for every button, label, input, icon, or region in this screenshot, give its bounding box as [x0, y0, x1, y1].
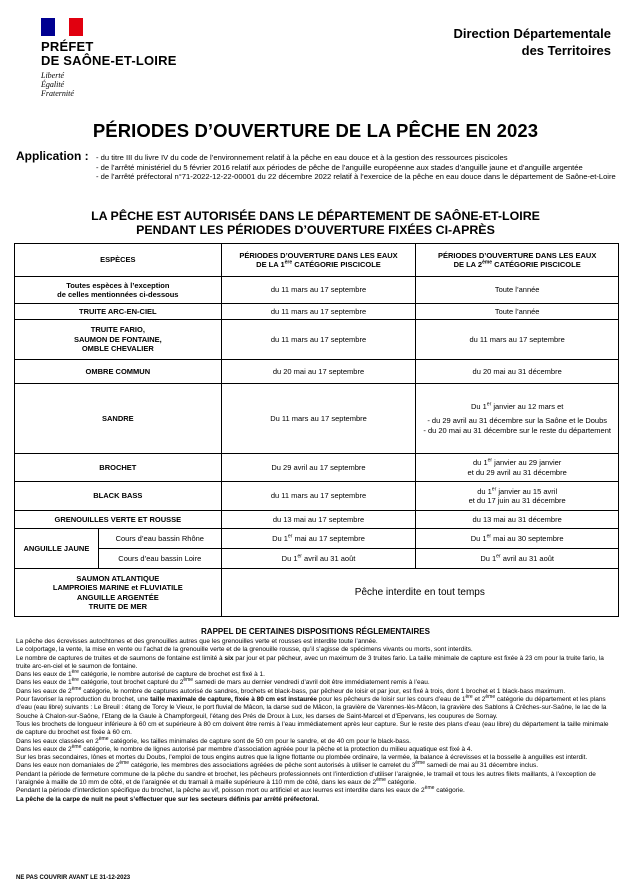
text-pre: du 1	[477, 486, 492, 496]
cat2-cell: Toute l’année	[416, 304, 619, 320]
rappel-paragraph	[16, 771, 616, 788]
header-cat1	[221, 244, 416, 277]
text-part: catégorie.	[385, 779, 417, 787]
cat2-line: et du 29 avril au 31 décembre	[467, 467, 567, 477]
species-line: de celles mentionnées ci-dessous	[57, 290, 179, 299]
application-list	[96, 153, 616, 182]
text-sup: ème	[71, 685, 82, 692]
rappel-body	[16, 638, 616, 804]
text-sup: ème	[376, 776, 386, 783]
devise-liberte: Liberté	[41, 71, 65, 80]
rappel-paragraph	[16, 685, 616, 696]
cat1-cell: du 11 mars au 17 septembre	[221, 482, 416, 511]
text-part: catégorie.	[434, 787, 465, 795]
forbidden-cell: Pêche interdite en tout temps	[221, 569, 618, 617]
cat2-cell	[416, 384, 619, 454]
authorized-heading	[0, 209, 631, 237]
species-line: SAUMON DE FONTAINE,	[73, 334, 162, 344]
header-cat1-pre: DE LA 1	[256, 260, 285, 269]
marianne-flag-logo	[41, 18, 83, 36]
text-sup: er	[297, 553, 302, 560]
text-part: samedi de mai au 31 décembre inclus.	[424, 762, 539, 770]
species-cell: OMBRE COMMUN	[15, 360, 222, 384]
cat2-line	[418, 487, 616, 497]
rappel-paragraph: Le colportage, la vente, la mise en vente ou l’achat de la grenouille verte et de la grenouille rousse, qu’il s’agisse de spécimens vivants ou morts, sont interdits.	[16, 646, 473, 654]
text-part: Dans les eaux de 1	[16, 671, 72, 679]
table-row	[15, 454, 619, 482]
cat1-cell: du 13 mai au 17 septembre	[221, 511, 416, 529]
cat1-cell: Du 29 avril au 17 septembre	[221, 454, 416, 482]
species-line: OMBLE CHEVALIER	[81, 344, 154, 354]
application-item: - de l’arrêté ministériel du 5 février 2016 relatif aux périodes de pêche de l’anguille européenne aux stades d’anguille jaune et d’anguille argentée	[96, 162, 583, 172]
header-cat2-line2	[418, 260, 616, 270]
text-post: avril au 31 août	[500, 553, 554, 563]
prefet-line1: PRÉFET	[41, 39, 94, 54]
species-line: ANGUILLE ARGENTÉE	[76, 592, 159, 602]
text-sup: ème	[485, 693, 496, 700]
header-cat1-line2	[224, 260, 414, 270]
table-row	[15, 304, 619, 320]
species-cell	[15, 320, 222, 360]
prefet-logo-text	[41, 40, 177, 68]
sub-basin-cell: Cours d’eau bassin Loire	[98, 549, 221, 569]
table-row	[15, 549, 619, 569]
text-part: Pendant la période d’interdiction spécifique du brochet, la pêche au vif, poisson mort ou artificiel et aux leurres est interdite dans les eaux de 2	[16, 787, 425, 795]
cat2-line	[418, 402, 616, 412]
header-species: ESPÈCES	[15, 244, 222, 277]
table-row	[15, 320, 619, 360]
authorized-line1: LA PÊCHE EST AUTORISÉE DANS LE DÉPARTEMENT DE SAÔNE-ET-LOIRE	[91, 209, 540, 223]
cat1-cell	[221, 549, 416, 569]
species-cell: BROCHET	[15, 454, 222, 482]
table-row	[15, 569, 619, 617]
table-row	[15, 482, 619, 511]
header-cat2-line1: PÉRIODES D’OUVERTURE DANS LES EAUX	[437, 250, 597, 260]
header-cat2	[416, 244, 619, 277]
application-item: - de l’arrêté préfectoral n°71-2022-12-22-00001 du 22 décembre 2022 relatif à l’exercice de la pêche en eau douce dans le département de Saône-et-Loire	[96, 172, 616, 182]
cat2-cell: du 20 mai au 31 décembre	[416, 360, 619, 384]
text-post: mai au 30 septembre	[491, 533, 564, 543]
table-row	[15, 384, 619, 454]
cat2-line	[418, 458, 616, 468]
table-header-row	[15, 244, 619, 277]
cat1-cell: Du 11 mars au 17 septembre	[221, 384, 416, 454]
text-part: catégorie, les tailles minimales de capture sont de 50 cm pour le sandre, et de 40 cm pour le black-bass.	[108, 737, 411, 745]
devise-fraternite: Fraternité	[41, 89, 74, 98]
text-pre: Du 1	[470, 533, 487, 543]
text-sup: er	[287, 533, 293, 540]
devise	[41, 71, 74, 98]
text-post: janvier au 15 avril	[496, 486, 558, 496]
text-sup: ème	[71, 743, 82, 750]
header-cat2-post: CATÉGORIE PISCICOLE	[492, 260, 581, 269]
cat2-cell: Toute l’année	[416, 277, 619, 304]
cat2-cell: du 13 mai au 31 décembre	[416, 511, 619, 529]
text-pre: Du 1	[272, 533, 288, 543]
header-cat1-sup: ère	[284, 259, 293, 266]
species-line: TRUITE FARIO,	[90, 325, 145, 335]
text-sup: ère	[465, 693, 473, 700]
rappel-title: RAPPEL DE CERTAINES DISPOSITIONS RÉGLEMENTAIRES	[201, 627, 430, 636]
direction-line1: Direction Départementale	[453, 26, 611, 41]
cat2-cell: du 11 mars au 17 septembre	[416, 320, 619, 360]
text-part: samedi de mars au dernier vendredi d’avril doit être immédiatement remis à l’eau.	[193, 679, 430, 687]
text-pre: du 1	[473, 458, 488, 467]
prefet-line2: DE SAÔNE-ET-LOIRE	[41, 53, 177, 68]
table-row	[15, 360, 619, 384]
text-part: par jour et par pêcheur, avec un maximum de 3 truites fario. La taille minimale de capture est fixée à 23 cm pour la truite fario, la truite arc-en-ciel et le saumon de fontaine.	[16, 654, 604, 670]
species-cell: SANDRE	[15, 384, 222, 454]
direction-name	[454, 25, 612, 59]
text-part: pour les pêcheurs de loisir sur les cours d’eau de 1	[316, 696, 466, 704]
text-sup: er	[486, 533, 492, 540]
cat1-cell: du 11 mars au 17 septembre	[221, 320, 416, 360]
species-line: LAMPROIES MARINE et FLUVIATILE	[52, 583, 183, 592]
text-part: Dans les eaux de 1	[16, 679, 72, 687]
table-row	[15, 511, 619, 529]
text-sup: ème	[119, 760, 130, 767]
text-bold: taille maximale de capture, fixée à 80 cm est instaurée	[150, 696, 317, 704]
rappel-paragraph	[16, 787, 616, 795]
text-part: Pendant la période de fermeture commune de la pêche du sandre et brochet, les pêcheurs professionnels ont l’interdiction d’utiliser l’araignée, le tramail et tous les autres filets maillants, à l’exception de l’araignée à maille de 10 mm de côté, et de l’araignée et du tramail à maille supérieure à 110 mm de côté, dans les eaux de 2	[16, 770, 596, 787]
application-label: Application :	[16, 149, 89, 163]
text-sup: ème	[415, 760, 425, 767]
page-title: PÉRIODES D’OUVERTURE DE LA PÊCHE EN 2023	[92, 120, 539, 141]
text-post: janvier au 12 mars et	[491, 401, 564, 411]
species-cell: ANGUILLE JAUNE	[15, 529, 99, 569]
text-sup: er	[486, 401, 492, 408]
text-part: catégorie, le nombre de captures autorisé de sandres, brochets et black-bass, par pêcheur de loisir et par jour, est fixé à trois, dont 1 brochet et 1 black-bass maximum.	[81, 687, 566, 695]
rappel-paragraph	[16, 762, 616, 770]
text-pre: Du 1	[470, 401, 487, 411]
cat1-cell: du 11 mars au 17 septembre	[221, 304, 416, 320]
rappel-paragraph	[16, 655, 616, 672]
text-sup: er	[491, 486, 497, 492]
text-sup: ère	[71, 669, 79, 676]
text-bold: six	[224, 654, 234, 662]
text-sup: er	[487, 457, 493, 464]
species-cell: TRUITE ARC-EN-CIEL	[15, 304, 222, 320]
species-line: SAUMON ATLANTIQUE	[76, 573, 160, 583]
species-line: Toutes espèces à l’exception	[66, 280, 170, 290]
header-cat2-sup: ème	[482, 259, 493, 266]
header-cat1-line1: PÉRIODES D’OUVERTURE DANS LES EAUX	[239, 250, 398, 260]
cat2-line: - du 29 avril au 31 décembre sur la Saône et le Doubs	[427, 416, 608, 426]
table-row	[15, 529, 619, 549]
text-sup: ère	[71, 677, 79, 684]
text-pre: Du 1	[281, 553, 298, 563]
rappel-paragraph: La pêche de la carpe de nuit ne peut s’effectuer que sur les secteurs définis par arrêté préfectoral.	[16, 795, 320, 803]
rappel-paragraph	[16, 743, 616, 754]
direction-line2: des Territoires	[521, 43, 611, 58]
text-sup: ème	[424, 785, 435, 792]
text-part: Dans les eaux classées en 2	[16, 737, 99, 745]
authorized-line2: PENDANT LES PÉRIODES D’OUVERTURE FIXÉES CI-APRÈS	[136, 223, 495, 237]
species-cell: GRENOUILLES VERTE ET ROUSSE	[15, 511, 222, 529]
opening-periods-table	[14, 243, 619, 617]
devise-egalite: Égalité	[41, 80, 65, 89]
text-part: catégorie, le nombre de lignes autorisé par membre d’association agréée pour la pêche et la protection du milieu aquatique est fixé à 4.	[81, 745, 473, 753]
rappel-paragraph	[16, 693, 616, 721]
footer-notice: NE PAS COUVRIR AVANT LE 31-12-2023	[16, 875, 131, 881]
rappel-paragraph: Tous les brochets de longueur inférieure à 60 cm et supérieure à 80 cm doivent être remis à l’eau immédiatement après leur capture. Sur le reste des plans d’eau (eau libre) du département la taille minimale de capture du brochet est fixée à 60 cm.	[16, 720, 609, 737]
species-line: TRUITE DE MER	[88, 602, 147, 611]
species-cell: BLACK BASS	[15, 482, 222, 511]
text-pre: Du 1	[480, 553, 497, 563]
text-part: catégorie du département et les plans d’eau (eau libre) suivants : Le Breuil : étang de Torcy le Vieux, le port fluvial de Mâcon, la darse sud de Mâcon, la gravière de Varennes-lès-Mâcon, la gravière des Sablons à Crêches-sur-Saône, le lac de la Souche à Chalon-sur-Saône, l’Etang de la Gaule à Champforgeuil, l’étang des Prés de Droux à Lux, les darses de Saint-Marcel et d’Epervans, les coupures de Sornay.	[16, 696, 607, 720]
text-part: Dans les eaux de 2	[16, 687, 72, 695]
rappel-paragraph: Sur les bras secondaires, lônes et mortes du Doubs, l’emploi de tous engins autres que la ligne flottante ou plombée ordinaire, la vermée, la balance à écrevisses et la bosselle à anguilles est interdit.	[16, 754, 588, 762]
text-sup: ème	[183, 677, 194, 684]
rappel-paragraph: La pêche des écrevisses autochtones et des grenouilles autres que les grenouilles verte et rousses est interdite toute l’année.	[16, 638, 378, 645]
text-part: catégorie, tout brochet capturé du 2	[78, 679, 184, 687]
species-cell	[15, 569, 222, 617]
text-post: janvier au 29 janvier	[492, 458, 562, 467]
cat2-line: - du 20 mai au 31 décembre sur le reste du département	[423, 425, 611, 435]
text-part: et 2	[472, 696, 486, 704]
header-cat2-pre: DE LA 2	[453, 260, 483, 269]
cat1-cell	[221, 529, 416, 549]
text-part: catégorie, les membres des associations agréées de pêche sont autorisés à utiliser le carrelet du 3	[129, 762, 416, 770]
application-item: - du titre III du livre IV du code de l’environnement relatif à la pêche en eau douce et à la gestion des ressources piscicoles	[96, 153, 508, 162]
text-sup: er	[496, 553, 501, 560]
cat1-cell: du 11 mars au 17 septembre	[221, 277, 416, 304]
header-cat1-post: CATÉGORIE PISCICOLE	[292, 260, 381, 269]
sub-basin-cell: Cours d’eau bassin Rhône	[98, 529, 221, 549]
text-part: Dans les eaux de 2	[16, 745, 72, 753]
text-part: catégorie, le nombre autorisé de capture de brochet est fixé à 1.	[78, 671, 265, 679]
text-part: Dans les eaux non domaniales de 2	[16, 762, 120, 770]
rappel-paragraph	[16, 679, 616, 687]
text-post: mai au 17 septembre	[292, 533, 365, 543]
cat2-cell	[416, 482, 619, 511]
table-row	[15, 277, 619, 304]
text-part: Le nombre de captures de truites et de saumons de fontaine est limité à	[16, 654, 225, 662]
cat2-cell	[416, 529, 619, 549]
text-sup: ème	[98, 735, 109, 742]
cat2-cell	[416, 549, 619, 569]
text-part: Pour favoriser la reproduction du brochet, une	[16, 696, 151, 704]
cat1-cell: du 20 mai au 17 septembre	[221, 360, 416, 384]
species-cell	[15, 277, 222, 304]
cat2-line: et du 17 juin au 31 décembre	[468, 496, 566, 505]
cat2-cell	[416, 454, 619, 482]
text-post: avril au 31 août	[301, 553, 356, 563]
rappel-paragraph	[16, 735, 616, 746]
